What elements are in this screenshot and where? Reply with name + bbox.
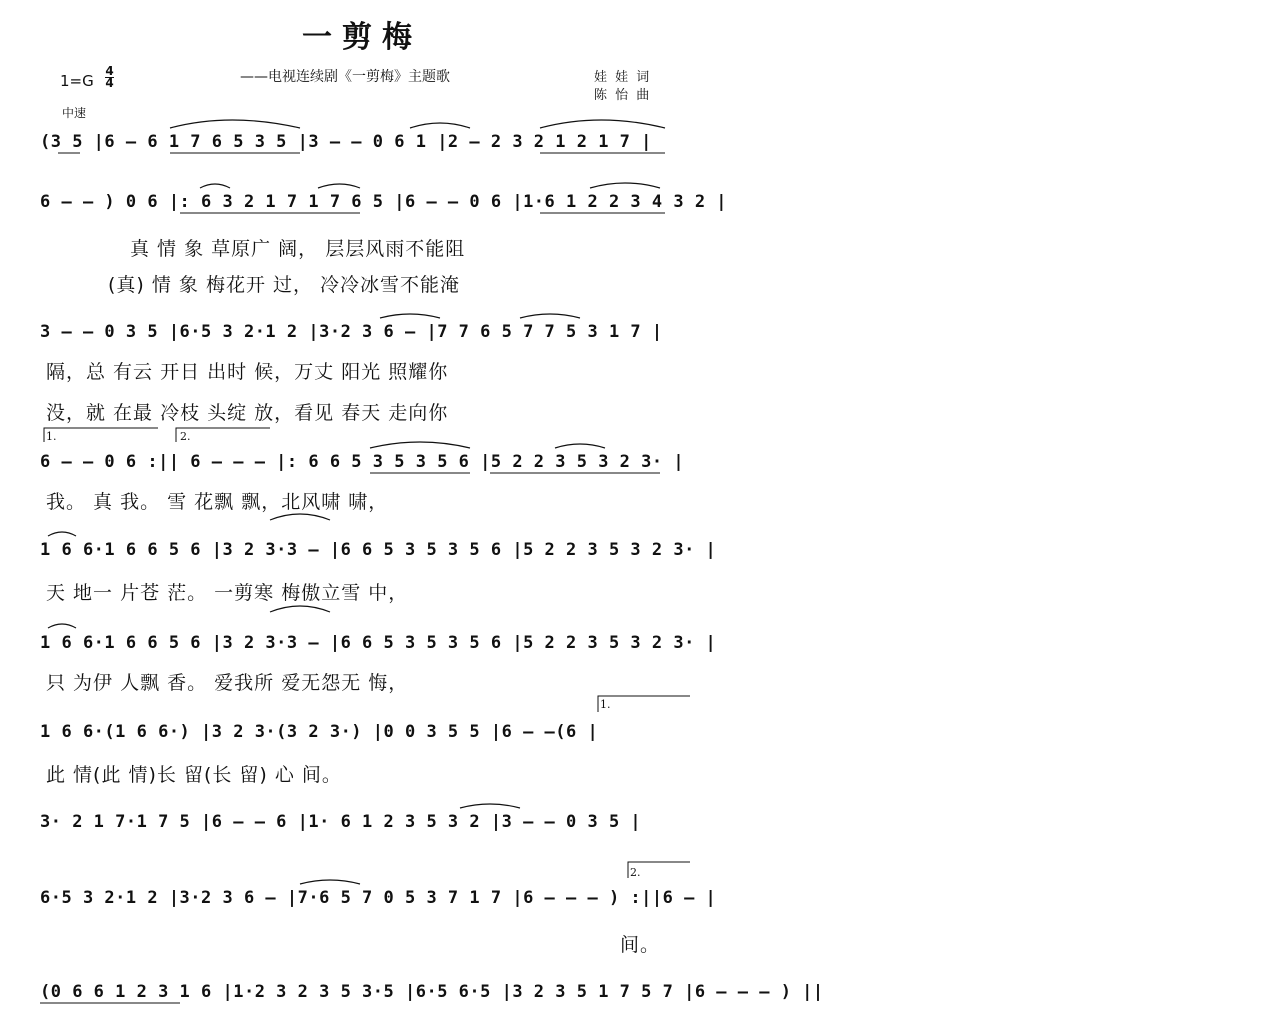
- slur: [520, 314, 580, 318]
- score-line-4: 6 – – 0 6 :|| 6 – – – |: 6 6 5 3 5 3 5 6 |5 2 2 3 5 3 2 3· |: [40, 452, 685, 472]
- time-signature-top: 4: [105, 64, 114, 78]
- slur: [460, 804, 520, 808]
- score-line-8: 3· 2 1 7·1 7 5 |6 – – 6 |1· 6 1 2 3 5 3 2 |3 – – 0 3 5 |: [40, 812, 642, 832]
- composer-credit: 陈 怡 曲: [594, 88, 652, 103]
- slur: [270, 606, 330, 612]
- slur: [380, 314, 440, 318]
- volta-first-label-2: 1.: [600, 698, 611, 711]
- tempo-marking: 中速: [62, 106, 87, 120]
- volta-bracket: [44, 428, 158, 442]
- lyric-line-7: 此 情(此 情)长 留(长 留) 心 间。: [46, 764, 342, 786]
- slur: [590, 183, 660, 188]
- slur: [170, 120, 300, 128]
- slur: [48, 532, 76, 536]
- score-line-9: 6·5 3 2·1 2 |3·2 3 6 – |7·6 5 7 0 5 3 7 1 7 |6 – – – ) :||6 — |: [40, 888, 717, 908]
- song-title: 一剪梅: [302, 20, 422, 55]
- lyric-line-9: 间。: [620, 934, 661, 956]
- time-signature: [105, 66, 114, 89]
- lyric-line-6: 只 为伊 人飘 香。 爱我所 爱无怨无 悔，: [46, 672, 409, 694]
- slur: [300, 880, 360, 884]
- key-signature: 1=G: [60, 72, 94, 90]
- slur: [540, 120, 665, 128]
- slur: [200, 184, 230, 188]
- slur: [555, 444, 605, 448]
- lyric-line-5: 天 地一 片苍 茫。 一剪寒 梅傲立雪 中，: [46, 582, 409, 604]
- slur: [318, 184, 360, 188]
- score-line-7: 1 6 6·(1 6 6·) |3 2 3·(3 2 3·) |0 0 3 5 5 |6 – –(6 |: [40, 722, 599, 742]
- volta-second-label-2: 2.: [630, 866, 641, 879]
- lyric-line-4: 我。 真 我。 雪 花飘 飘，北风啸 啸，: [46, 491, 389, 513]
- score-line-1: (3 5 |6 – 6 1 7 6 5 3 5 |3 – – 0 6 1 |2 – 2 3 2 1 2 1 7 |: [40, 132, 652, 152]
- volta-second-label: 2.: [180, 430, 191, 443]
- lyric-line-3a: 隔，总 有云 开日 出时 候，万丈 阳光 照耀你: [46, 361, 449, 383]
- volta-first-label: 1.: [46, 430, 57, 443]
- score-line-5: 1 6 6·1 6 6 5 6 |3 2 3·3 – |6 6 5 3 5 3 5 6 |5 2 2 3 5 3 2 3· |: [40, 540, 717, 560]
- slur: [270, 514, 330, 520]
- song-subtitle: ——电视连续剧《一剪梅》主题歌: [240, 69, 450, 85]
- lyric-line-3b: 没，就 在最 冷枝 头绽 放，看见 春天 走向你: [46, 402, 449, 424]
- slur: [48, 624, 76, 628]
- score-line-3: 3 – – 0 3 5 |6·5 3 2·1 2 |3·2 3 6 – |7 7 6 5 7 7 5 3 1 7 |: [40, 322, 663, 342]
- lyricist-credit: 娃 娃 词: [594, 70, 652, 85]
- score-line-2: 6 – – ) 0 6 |: 6 3 2 1 7 1 7 6 5 |6 – – 0 6 |1·6 1 2 2 3 4 3 2 |: [40, 192, 728, 212]
- time-signature-bottom: 4: [105, 76, 114, 90]
- score-line-10: (0 6 6 1 2 3 1 6 |1·2 3 2 3 5 3·5 |6·5 6·5 |3 2 3 5 1 7 5 7 |6 – – – ) ||: [40, 982, 824, 1002]
- volta-bracket: [598, 696, 690, 712]
- slur: [370, 442, 470, 448]
- score-line-6: 1 6 6·1 6 6 5 6 |3 2 3·3 – |6 6 5 3 5 3 5 6 |5 2 2 3 5 3 2 3· |: [40, 633, 717, 653]
- lyric-line-2a: 真 情 象 草原广 阔， 层层风雨不能阻: [130, 238, 466, 260]
- lyric-line-2b: (真) 情 象 梅花开 过， 冷冷冰雪不能淹: [108, 274, 461, 296]
- slur: [410, 123, 470, 128]
